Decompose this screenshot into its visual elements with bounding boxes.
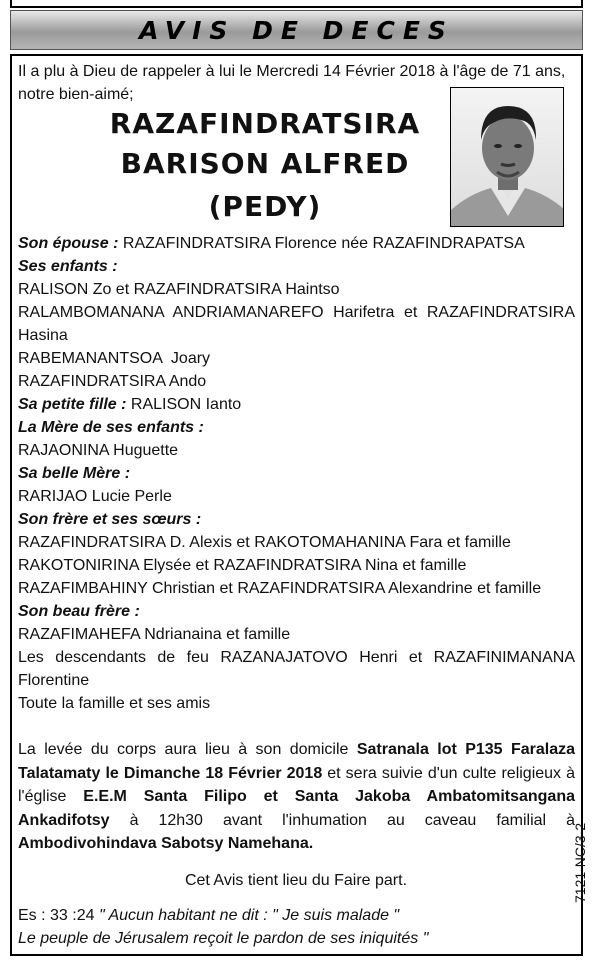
mother-in-law-name: RARIJAO Lucie Perle: [18, 488, 172, 505]
deceased-photo: [450, 87, 564, 227]
ceremony-text-2: et sera suivie d'un culte religieux à l'église: [18, 764, 575, 805]
verse-line-1: [18, 904, 399, 927]
children-label: Ses enfants :: [18, 258, 118, 275]
ceremony-paragraph: [18, 738, 575, 856]
granddaughter-name: RALISON Ianto: [130, 396, 242, 413]
deceased-nickname: (PEDY): [208, 190, 322, 223]
granddaughter-label: Sa petite fille :: [18, 396, 127, 413]
deceased-name-line-1: RAZAFINDRATSIRA: [109, 107, 421, 140]
church-name: E.E.M Santa Filipo et Santa Jakoba Ambatomitsangana Ankadifotsy: [18, 788, 576, 829]
children-line-1: RALISON Zo et RAZAFINDRATSIRA Haintso: [18, 281, 340, 298]
children-line-2: RALAMBOMANANA ANDRIAMANAREFO Harifetra et RAZAFINDRATSIRA: [18, 304, 575, 321]
ceremony-text-1: La levée du corps aura lieu à son domicile: [18, 741, 357, 758]
verse-line-2: Le peuple de Jérusalem reçoit le pardon de ses iniquités ": [18, 930, 429, 947]
siblings-line-2: RAKOTONIRINA Elysée et RAZAFINDRATSIRA Nina et famille: [18, 557, 467, 574]
siblings-label: Son frère et ses sœurs :: [18, 511, 202, 528]
children-line-2-cont: Hasina: [18, 327, 68, 344]
notice-title: AVIS DE DECES: [139, 15, 454, 45]
granddaughter-line: [18, 393, 241, 416]
spouse-name: RAZAFINDRATSIRA Florence née RAZAFINDRAPATSA: [122, 235, 525, 252]
descendants-line: Les descendants de feu RAZANAJATOVO Henri et RAZAFINIMANANA: [18, 649, 575, 666]
top-border: [10, 0, 583, 8]
deceased-name-line-2: BARISON ALFRED: [120, 147, 410, 180]
siblings-line-1: RAZAFINDRATSIRA D. Alexis et RAKOTOMAHANINA Fara et famille: [18, 534, 511, 551]
children-line-3: RABEMANANTSOA Joary: [18, 350, 211, 367]
notice-header: [10, 10, 583, 50]
spouse-line: [18, 232, 525, 255]
ceremony-text-3: à 12h30 avant l'inhumation au caveau familial à: [109, 811, 575, 829]
brother-in-law-label: Son beau frère :: [18, 603, 140, 620]
portrait-image: [451, 88, 564, 227]
closing-line: Cet Avis tient lieu du Faire part.: [184, 872, 408, 889]
funeral-home-address: Satranala lot P135 Faralaza Talatamaty le Dimanche 18 Février 2018: [18, 741, 576, 782]
descendants-line-cont: Florentine: [18, 672, 90, 689]
reference-code: 7121-NC/3-2: [572, 822, 588, 903]
intro-line-1: Il a plu à Dieu de rappeler à lui le Mercredi 14 Février 2018 à l'âge de 71 ans,: [18, 63, 566, 80]
spouse-label: Son épouse :: [18, 235, 119, 252]
mother-label: La Mère de ses enfants :: [18, 419, 204, 436]
children-line-4: RAZAFINDRATSIRA Ando: [18, 373, 207, 390]
brother-in-law-name: RAZAFIMAHEFA Ndrianaina et famille: [18, 626, 291, 643]
family-and-friends-line: Toute la famille et ses amis: [18, 695, 211, 712]
verse-quote-1: " Aucun habitant ne dit : " Je suis malade ": [98, 907, 400, 924]
siblings-line-3: RAZAFIMBAHINY Christian et RAZAFINDRATSIRA Alexandrine et famille: [18, 580, 542, 597]
mother-name: RAJAONINA Huguette: [18, 442, 179, 459]
verse-reference: Es : 33 :24: [18, 907, 99, 924]
intro-line-2: notre bien-aimé;: [18, 86, 134, 103]
burial-place: Ambodivohindava Sabotsy Namehana.: [18, 835, 314, 852]
mother-in-law-label: Sa belle Mère :: [18, 465, 131, 482]
